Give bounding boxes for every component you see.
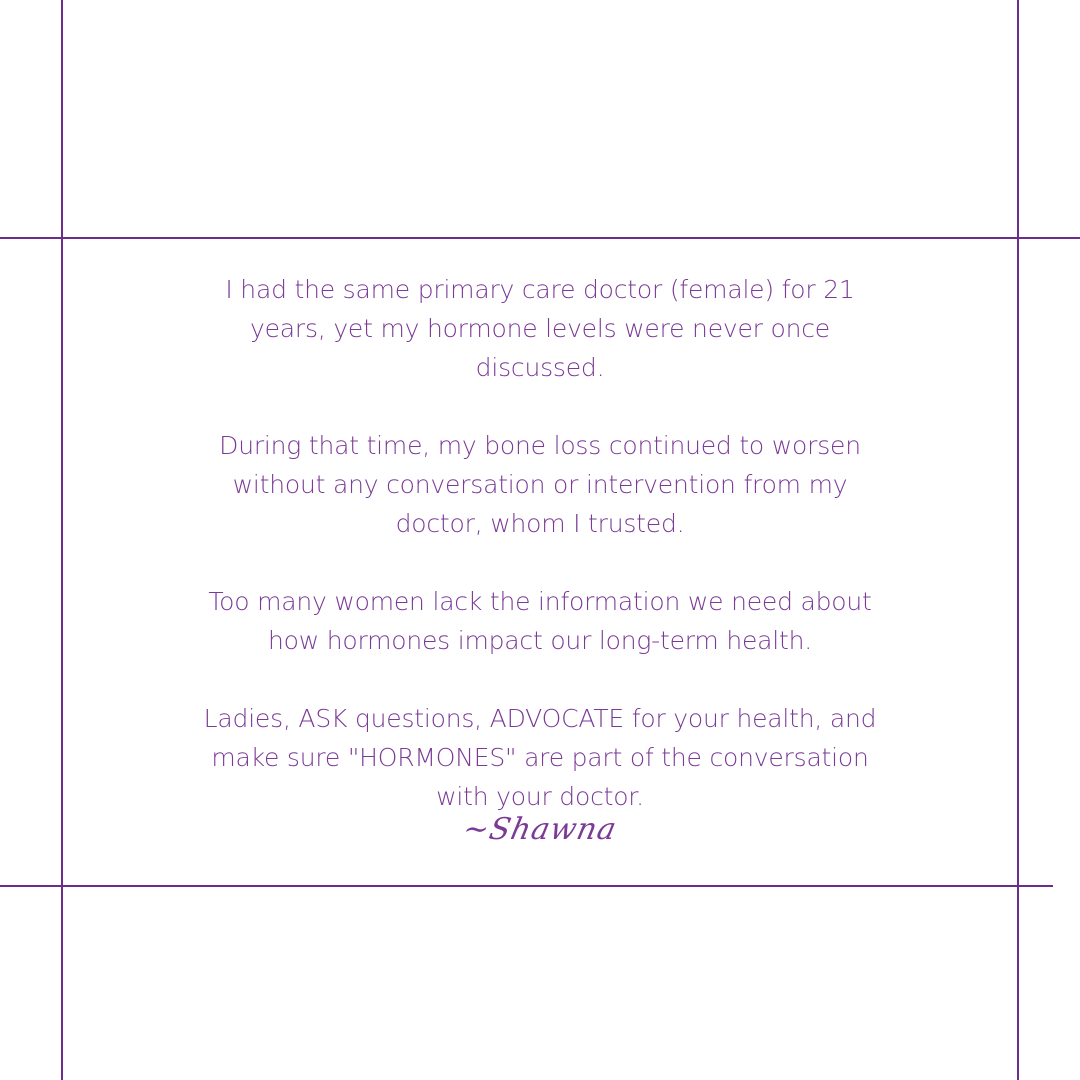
frame-line-top [0, 237, 1080, 239]
quote-paragraph: During that time, my bone loss continued to worsen without any conversation or intervention from my doctor, whom I trusted. [219, 431, 861, 538]
frame-line-left [61, 0, 63, 1080]
quote-paragraph: Ladies, ASK questions, ADVOCATE for your health, and make sure "HORMONES" are part of the conversation with your doctor. [203, 704, 877, 811]
quote-paragraph: I had the same primary care doctor (female) for 21 years, yet my hormone levels were never once discussed. [225, 275, 855, 382]
quote-paragraph: Too many women lack the information we need about how hormones impact our long-term health. [208, 587, 872, 655]
frame-line-bottom [0, 885, 1053, 887]
quote-text-block [200, 270, 880, 816]
signature: ~Shawna [459, 812, 621, 847]
frame-line-right [1017, 0, 1019, 1080]
